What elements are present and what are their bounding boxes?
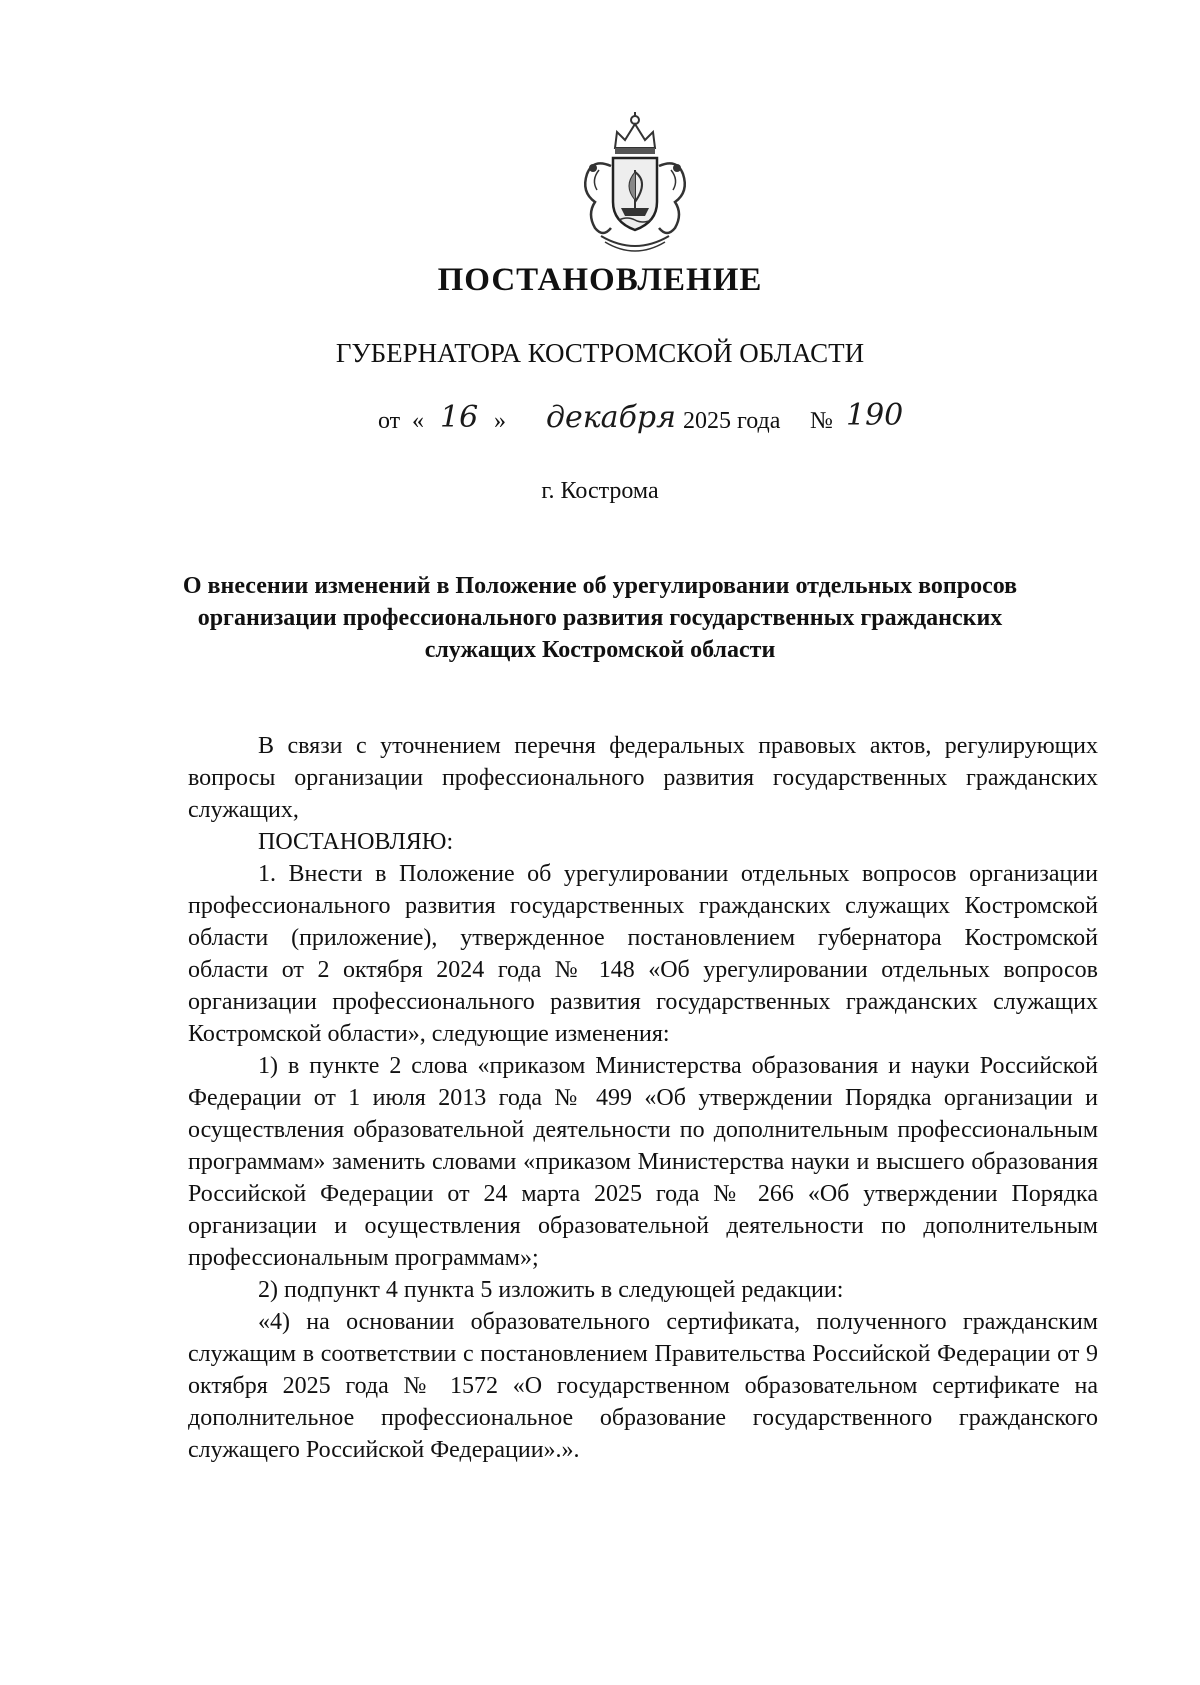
- date-prefix: от: [378, 408, 401, 434]
- quote-open: «: [412, 408, 424, 434]
- city: г. Кострома: [541, 478, 659, 504]
- date-day-handwritten: 16: [440, 400, 479, 435]
- date-year: 2025 года: [683, 408, 781, 434]
- date-month-handwritten: декабря: [546, 400, 676, 435]
- document-body: [188, 730, 1098, 1466]
- paragraph: ПОСТАНОВЛЯЮ:: [258, 829, 454, 855]
- kostroma-coat-of-arms-icon: [565, 110, 705, 260]
- paragraph: В связи с уточнением перечня федеральных правовых актов, регулирующих вопросы организации профессионального развития государственных гражданских служащих,: [188, 733, 1098, 823]
- document-number-handwritten: 190: [846, 398, 904, 433]
- quote-close: »: [494, 408, 506, 434]
- paragraph: 2) подпункт 4 пункта 5 изложить в следующей редакции:: [258, 1277, 844, 1303]
- document-title: ПОСТАНОВЛЕНИЕ: [437, 262, 763, 298]
- issuer-title: ГУБЕРНАТОРА КОСТРОМСКОЙ ОБЛАСТИ: [335, 338, 865, 368]
- document-heading: О внесении изменений в Положение об урегулировании отдельных вопросов организации профессионального развития государственных гражданских служащих Костромской области: [182, 573, 1018, 663]
- paragraph: «4) на основании образовательного сертификата, полученного гражданским служащим в соответствии с постановлением Правительства Российской Федерации от 9 октября 2025 года № 1572 «О государственном образовательном сертификате на дополнительное профессиональное образование государственного гражданского служащего Российской Федерации».».: [188, 1309, 1098, 1463]
- paragraph: 1) в пункте 2 слова «приказом Министерства образования и науки Российской Федерации от 1 июля 2013 года № 499 «Об утверждении Порядка организации и осуществления образовательной деятельности по дополнительным профессиональным программам» заменить словами «приказом Министерства науки и высшего образования Российской Федерации от 24 марта 2025 года № 266 «Об утверждении Порядка организации и осуществления образовательной деятельности по дополнительным профессиональным программам»;: [188, 1053, 1098, 1271]
- number-sign: №: [810, 408, 833, 434]
- paragraph: 1. Внести в Положение об урегулировании отдельных вопросов организации профессионального развития государственных гражданских служащих Костромской области (приложение), утвержденное постановлением губернатора Костромской области от 2 октября 2024 года № 148 «Об урегулировании отдельных вопросов организации профессионального развития государственных гражданских служащих Костромской области», следующие изменения:: [188, 861, 1098, 1047]
